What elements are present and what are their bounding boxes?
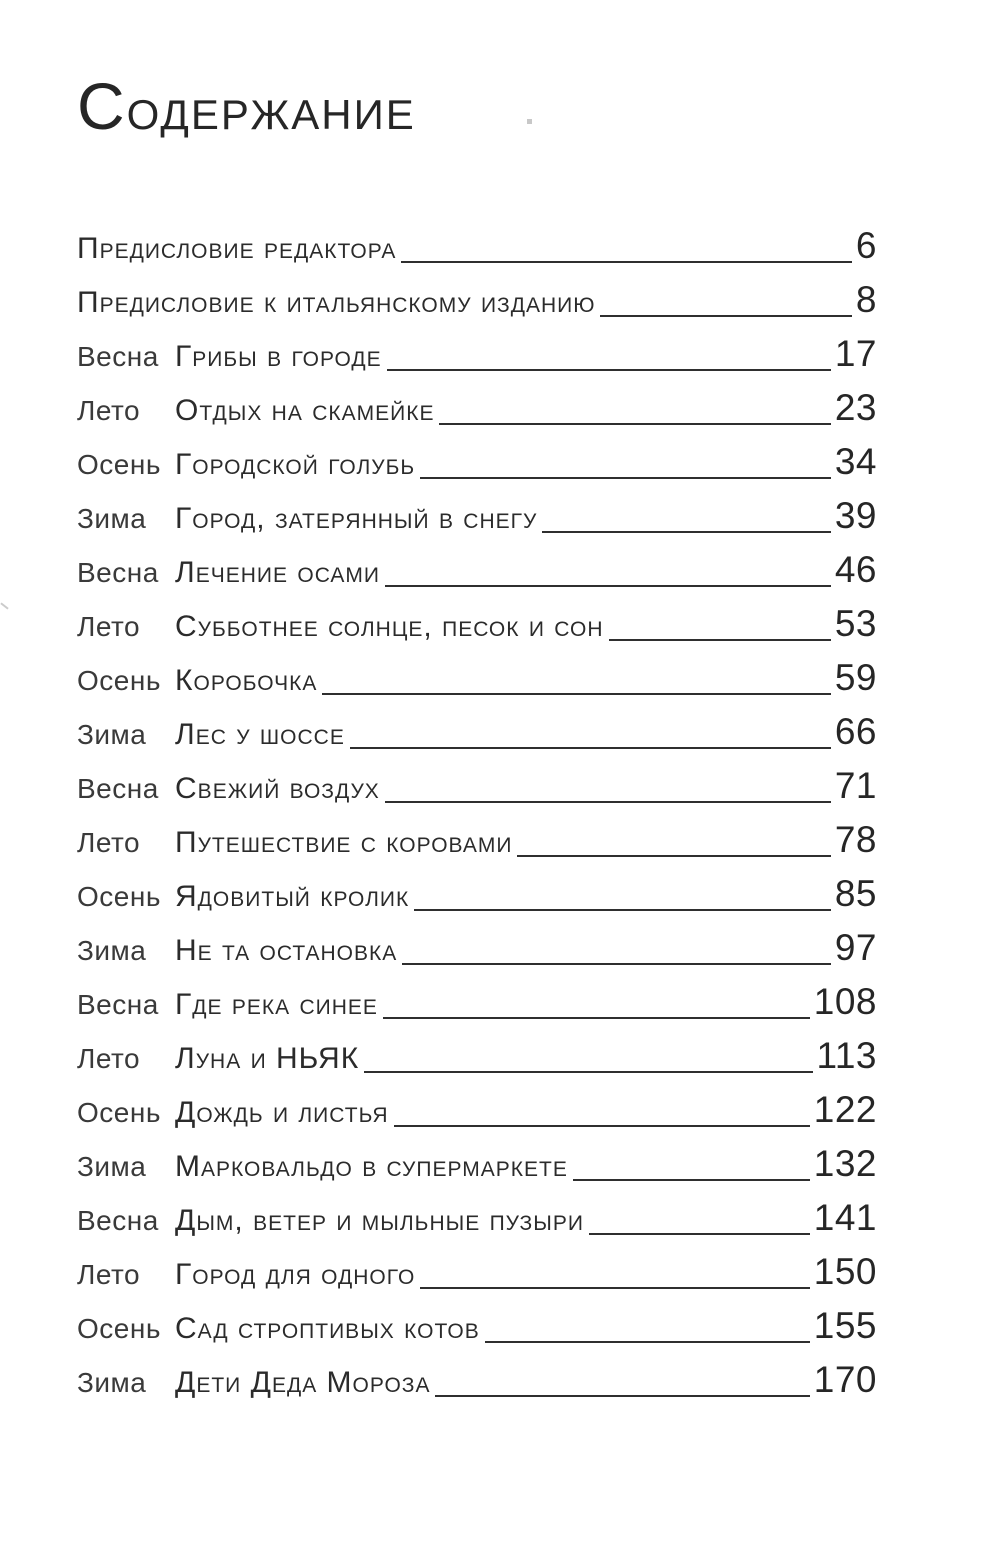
toc-entry [77,873,877,927]
entry-page-number: 46 [834,549,877,590]
leader-line [420,1270,809,1289]
toc-entry [77,603,877,657]
entry-page-number: 39 [834,495,877,536]
entry-title: ДЕТИ ДЕДА МОРОЗА [175,1366,431,1399]
season-label: Лето [77,1043,141,1074]
toc-entry [77,495,877,549]
leader-line [401,244,852,263]
season-label: Весна [77,1205,159,1236]
entry-page-number: 108 [813,981,877,1022]
leader-line [609,622,831,641]
toc-entry [77,1251,877,1305]
entry-title: МАРКОВАЛЬДО В СУПЕРМАРКЕТЕ [175,1150,568,1183]
entry-page-number: 78 [834,819,877,860]
entry-page-number: 122 [813,1089,877,1130]
season-label: Осень [77,665,161,696]
toc-entry [77,981,877,1035]
toc-entry [77,1305,877,1359]
toc-entry [77,279,877,333]
leader-line [600,298,851,317]
entry-title: САД СТРОПТИВЫХ КОТОВ [175,1312,480,1345]
entry-title: НЕ ТА ОСТАНОВКА [175,934,398,967]
entry-title: ПРЕДИСЛОВИЕ К ИТАЛЬЯНСКОМУ ИЗДАНИЮ [77,286,596,319]
entry-page-number: 155 [813,1305,877,1346]
entry-title: КОРОБОЧКА [175,664,318,697]
entry-page-number: 66 [834,711,877,752]
entry-title: ДОЖДЬ И ЛИСТЬЯ [175,1096,389,1129]
leader-line [573,1162,810,1181]
season-label: Зима [77,935,147,966]
toc-entry [77,819,877,873]
toc-entry [77,765,877,819]
season-label: Лето [77,611,141,642]
entry-title: ГОРОД ДЛЯ ОДНОГО [175,1258,416,1291]
scan-mark [0,602,8,609]
toc-entry [77,711,877,765]
toc-entry [77,1035,877,1089]
entry-title: ГОРОД, ЗАТЕРЯННЫЙ В СНЕГУ [175,502,538,535]
entry-title: ЛЕЧЕНИЕ ОСАМИ [175,556,381,589]
entry-page-number: 6 [855,225,877,266]
toc-entry [77,1359,877,1413]
entry-page-number: 132 [813,1143,877,1184]
entry-page-number: 141 [813,1197,877,1238]
season-label: Весна [77,557,159,588]
entry-title: ПУТЕШЕСТВИЕ С КОРОВАМИ [175,826,513,859]
leader-line [542,514,830,533]
toc-entry [77,927,877,981]
season-label: Зима [77,1151,147,1182]
page-title: СОДЕРЖАНИЕ [77,69,416,143]
leader-line [517,838,830,857]
entry-page-number: 53 [834,603,877,644]
entry-page-number: 113 [816,1035,877,1076]
entry-page-number: 85 [834,873,877,914]
entry-title: ГДЕ РЕКА СИНЕЕ [175,988,378,1021]
leader-line [385,784,831,803]
season-label: Весна [77,989,159,1020]
entry-title: СУББОТНЕЕ СОЛНЦЕ, ПЕСОК И СОН [175,610,604,643]
leader-line [439,406,830,425]
leader-line [387,352,831,371]
leader-line [414,892,831,911]
entry-page-number: 34 [834,441,877,482]
entry-page-number: 17 [834,333,877,374]
entry-title: ГОРОДСКОЙ ГОЛУБЬ [175,448,416,481]
entry-title: ОТДЫХ НА СКАМЕЙКЕ [175,394,435,427]
toc-entry [77,1197,877,1251]
season-label: Лето [77,827,141,858]
entry-title: СВЕЖИЙ ВОЗДУХ [175,772,380,805]
leader-line [402,946,831,965]
season-label: Зима [77,1367,147,1398]
leader-line [383,1000,810,1019]
leader-line [394,1108,810,1127]
toc-entry [77,1089,877,1143]
season-label: Зима [77,503,147,534]
leader-line [364,1054,812,1073]
entry-page-number: 59 [834,657,877,698]
season-label: Зима [77,719,147,750]
leader-line [420,460,831,479]
toc-list [77,225,877,1413]
entry-title: ДЫМ, ВЕТЕР И МЫЛЬНЫЕ ПУЗЫРИ [175,1204,584,1237]
entry-title: ЯДОВИТЫЙ КРОЛИК [175,880,410,913]
season-label: Осень [77,1313,161,1344]
entry-title: ЛЕС У ШОССЕ [175,718,345,751]
leader-line [385,568,831,587]
toc-entry [77,1143,877,1197]
season-label: Лето [77,395,141,426]
season-label: Осень [77,881,161,912]
entry-title: ЛУНА И НЬЯК [175,1042,360,1075]
season-label: Весна [77,341,159,372]
leader-line [350,730,831,749]
season-label: Осень [77,449,161,480]
entry-page-number: 170 [813,1359,877,1400]
season-label: Лето [77,1259,141,1290]
leader-line [485,1324,810,1343]
entry-page-number: 8 [855,279,877,320]
season-label: Осень [77,1097,161,1128]
entry-page-number: 71 [834,765,877,806]
toc-entry [77,657,877,711]
scan-speck [527,119,532,124]
entry-page-number: 97 [834,927,877,968]
toc-entry [77,387,877,441]
leader-line [322,676,830,695]
entry-page-number: 150 [813,1251,877,1292]
toc-entry [77,549,877,603]
toc-entry [77,333,877,387]
leader-line [435,1378,809,1397]
entry-title: ГРИБЫ В ГОРОДЕ [175,340,382,373]
toc-entry [77,225,877,279]
season-label: Весна [77,773,159,804]
toc-entry [77,441,877,495]
entry-page-number: 23 [834,387,877,428]
leader-line [589,1216,810,1235]
entry-title: ПРЕДИСЛОВИЕ РЕДАКТОРА [77,232,397,265]
